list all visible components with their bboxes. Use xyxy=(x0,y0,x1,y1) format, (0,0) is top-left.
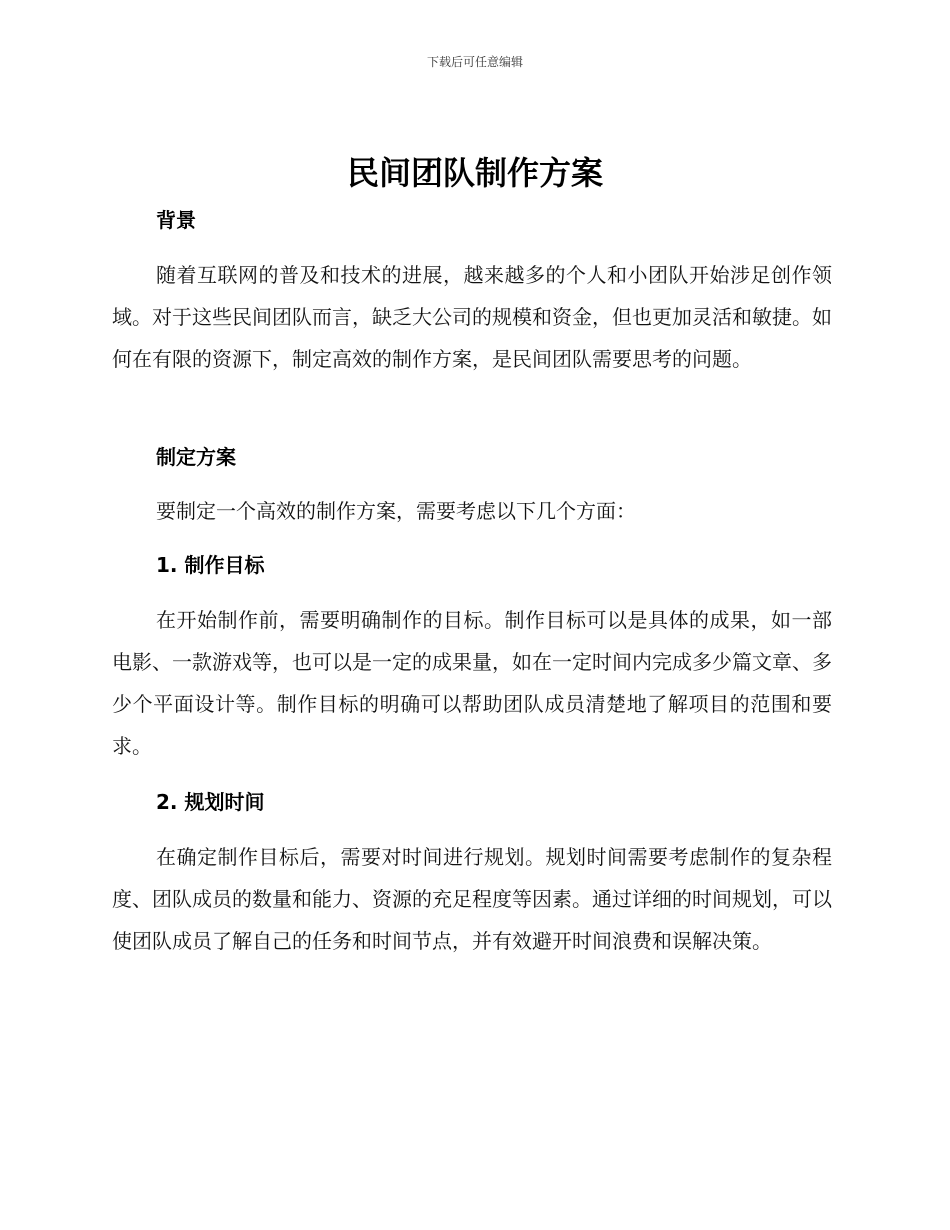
paragraph-time: 在确定制作目标后，需要对时间进行规划。规划时间需要考虑制作的复杂程度、团队成员的数量和能力、资源的充足程度等因素。通过详细的时间规划，可以使团队成员了解自己的任务和时间节点，并有效避开时间浪费和误解决策。 xyxy=(112,845,832,953)
paragraph-plan-intro: 要制定一个高效的制作方案，需要考虑以下几个方面： xyxy=(156,499,636,523)
section-heading-background: 背景 xyxy=(156,208,196,232)
section-heading-plan: 制定方案 xyxy=(156,445,236,469)
document-title: 民间团队制作方案 xyxy=(346,154,603,192)
paragraph-background: 随着互联网的普及和技术的进展，越来越多的个人和小团队开始涉足创作领域。对于这些民间团队而言，缺乏大公司的规模和资金，但也更加灵活和敏捷。如何在有限的资源下，制定高效的制作方案，是民间团队需要思考的问题。 xyxy=(112,263,832,371)
paragraph-goal: 在开始制作前，需要明确制作的目标。制作目标可以是具体的成果，如一部电影、一款游戏等，也可以是一定的成果量，如在一定时间内完成多少篇文章、多少个平面设计等。制作目标的明确可以帮助团队成员清楚地了解项目的范围和要求。 xyxy=(112,608,832,758)
page-header-note: 下载后可任意编辑 xyxy=(426,55,523,69)
section-heading-goal: 1. 制作目标 xyxy=(156,553,265,577)
section-heading-time: 2. 规划时间 xyxy=(156,790,265,814)
